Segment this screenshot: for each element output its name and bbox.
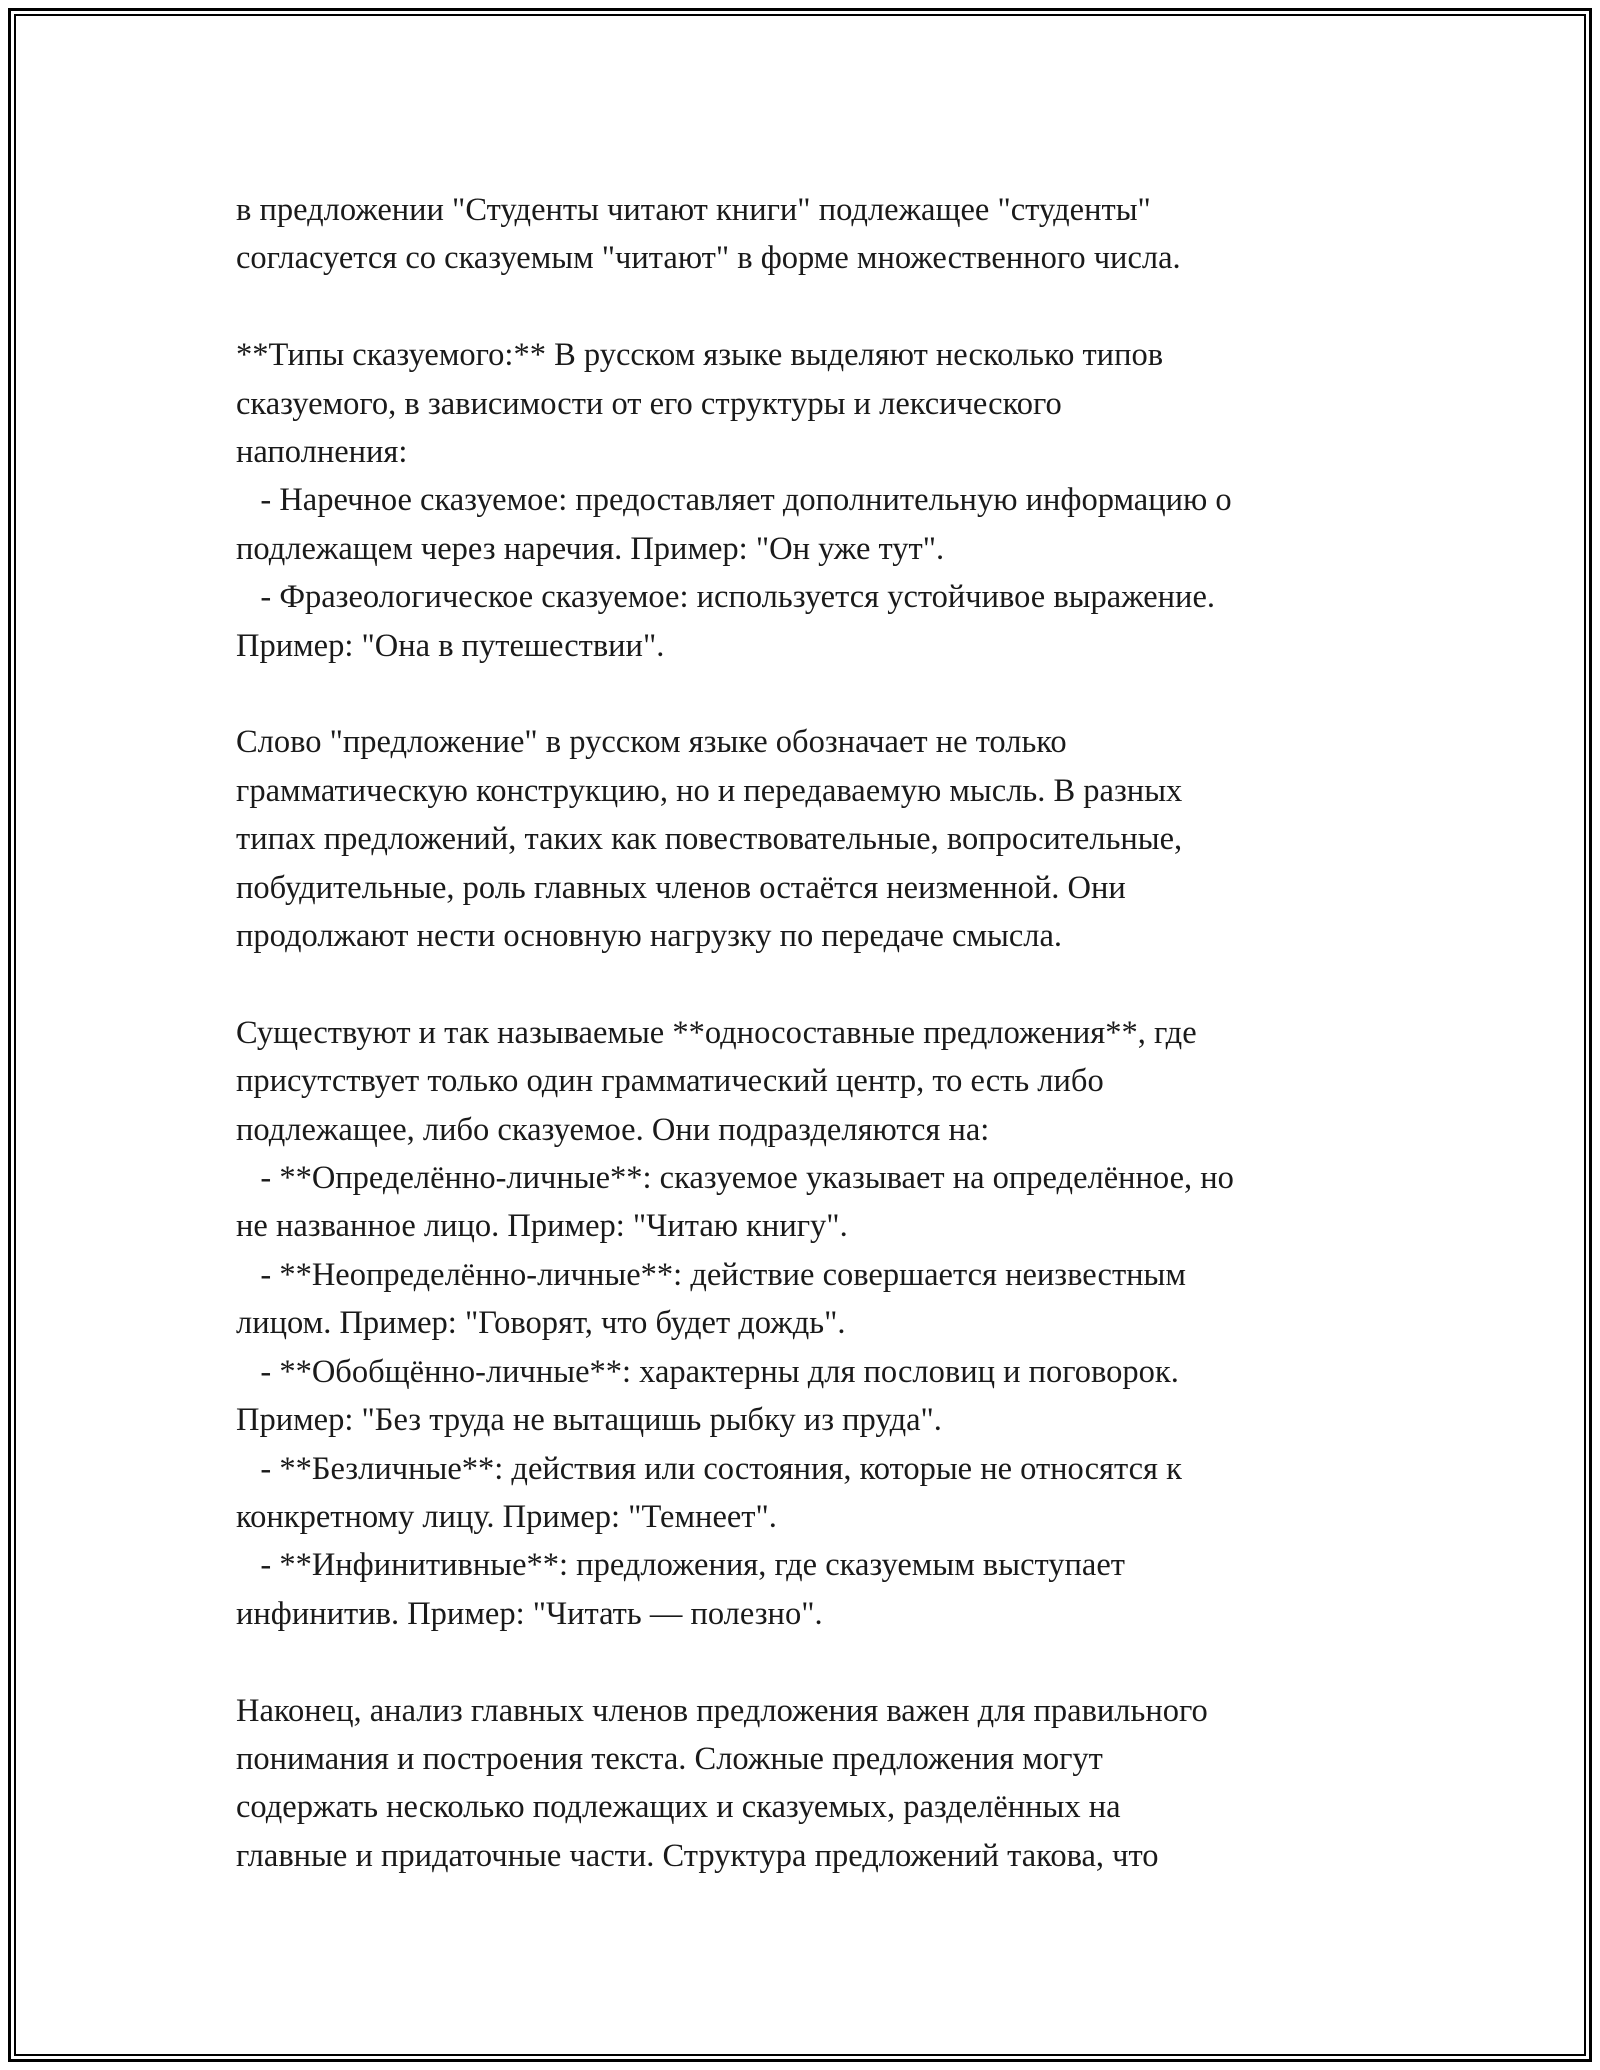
paragraph: [236, 718, 1416, 960]
list-item-line: - Фразеологическое сказуемое: используется устойчивое выражение.: [236, 579, 1215, 616]
list-item-line: - Наречное сказуемое: предоставляет дополнительную информацию о: [236, 482, 1232, 519]
paragraph: [236, 1009, 1416, 1638]
text-line: **Типы сказуемого:** В русском языке выделяют несколько типов: [236, 337, 1164, 374]
paragraph: [236, 331, 1416, 670]
paragraph: [236, 186, 1416, 283]
text-line: присутствует только один грамматический центр, то есть либо: [236, 1063, 1104, 1100]
text-line: Пример: "Она в путешествии".: [236, 627, 665, 664]
text-line: главные и придаточные части. Структура предложений такова, что: [236, 1837, 1159, 1874]
text-line: Пример: "Без труда не вытащишь рыбку из пруда".: [236, 1402, 942, 1439]
list-item-line: - **Обобщённо-личные**: характерны для пословиц и поговорок.: [236, 1353, 1179, 1390]
text-line: согласуется со сказуемым "читают" в форме множественного числа.: [236, 240, 1181, 277]
text-line: грамматическую конструкцию, но и передаваемую мысль. В разных: [236, 772, 1183, 809]
text-line: Слово "предложение" в русском языке обозначает не только: [236, 724, 1067, 761]
text-line: Существуют и так называемые **односоставные предложения**, где: [236, 1014, 1197, 1051]
list-item-line: - **Инфинитивные**: предложения, где сказуемым выступает: [236, 1547, 1125, 1584]
document-body: [236, 186, 1416, 1880]
paragraph: [236, 1687, 1416, 1881]
text-line: типах предложений, таких как повествовательные, вопросительные,: [236, 821, 1183, 858]
text-line: понимания и построения текста. Сложные предложения могут: [236, 1740, 1103, 1777]
text-line: инфинитив. Пример: "Читать — полезно".: [236, 1595, 823, 1632]
text-line: лицом. Пример: "Говорят, что будет дождь".: [236, 1305, 846, 1342]
text-line: не названное лицо. Пример: "Читаю книгу".: [236, 1208, 848, 1245]
list-item-line: - **Неопределённо-личные**: действие совершается неизвестным: [236, 1256, 1186, 1293]
text-line: наполнения:: [236, 434, 408, 471]
text-line: сказуемого, в зависимости от его структуры и лексического: [236, 385, 1062, 422]
list-item-line: - **Безличные**: действия или состояния, которые не относятся к: [236, 1450, 1182, 1487]
text-line: в предложении "Студенты читают книги" подлежащее "студенты": [236, 192, 1151, 228]
text-line: побудительные, роль главных членов остаётся неизменной. Они: [236, 869, 1126, 906]
text-line: содержать несколько подлежащих и сказуемых, разделённых на: [236, 1789, 1121, 1826]
list-item-line: - **Определённо-личные**: сказуемое указывает на определённое, но: [236, 1160, 1234, 1197]
text-line: продолжают нести основную нагрузку по передаче смысла.: [236, 918, 1063, 955]
text-line: Наконец, анализ главных членов предложения важен для правильного: [236, 1692, 1208, 1729]
text-line: подлежащем через наречия. Пример: "Он уже тут".: [236, 530, 945, 567]
text-line: конкретному лицу. Пример: "Темнеет".: [236, 1498, 777, 1535]
text-line: подлежащее, либо сказуемое. Они подразделяются на:: [236, 1111, 990, 1148]
